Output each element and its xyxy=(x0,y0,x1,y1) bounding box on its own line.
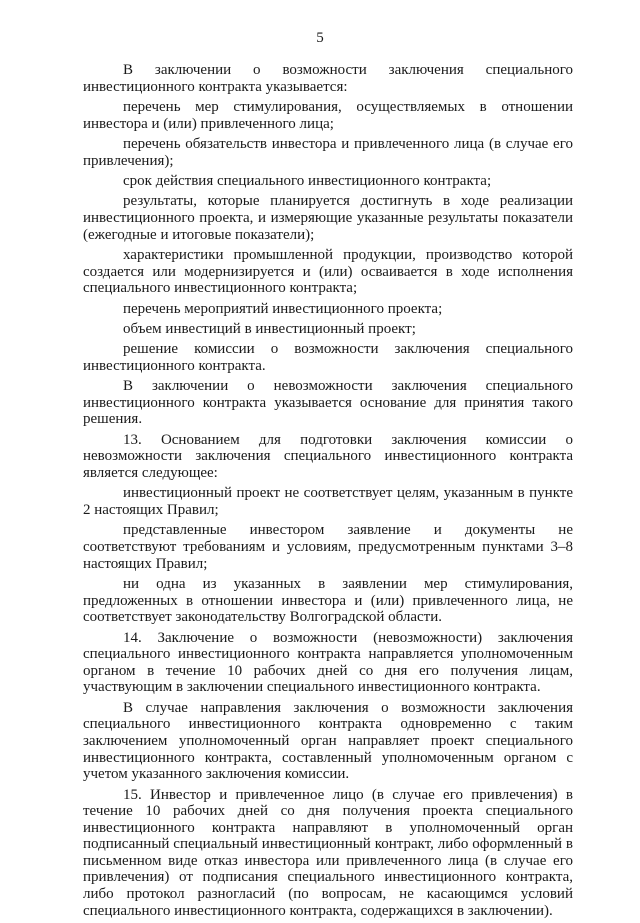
page-number: 5 xyxy=(316,30,324,46)
paragraph: 14. Заключение о возможности (невозможности) заключения специального инвестиционного контракта направляется уполномоченным органом в течение 10 рабочих дней со дня его получения лицам, участвующим в заключении специального инвестиционного контракта. xyxy=(83,629,573,696)
document-body xyxy=(83,62,573,923)
paragraph: срок действия специального инвестиционного контракта; xyxy=(123,172,492,189)
paragraph: ни одна из указанных в заявлении мер стимулирования, предложенных в отношении инвестора и (или) привлеченного лица, не соответствует законодательству Волгоградской области. xyxy=(83,575,573,626)
paragraph: В случае направления заключения о возможности заключения специального инвестиционного контракта одновременно с таким заключением уполномоченный орган направляет проект специального инвестиционного контракта, составленный уполномоченным органом с учетом указанного заключения комиссии. xyxy=(83,699,573,783)
paragraph: В заключении о невозможности заключения специального инвестиционного контракта указывается основание для принятия такого решения. xyxy=(83,378,573,428)
paragraph: перечень мер стимулирования, осуществляемых в отношении инвестора и (или) привлеченного лица; xyxy=(83,98,573,132)
paragraph: 15. Инвестор и привлеченное лицо (в случае его привлечения) в течение 10 рабочих дней со дня получения проекта специального инвестиционного контракта направляют в уполномоченный орган подписанный специальный инвестиционный контракт, либо оформленный в письменном виде отказ инвестора или привлеченного лица (в случае его привлечения) от подписания специального инвестиционного контракта, либо протокол разногласий (по вопросам, не касающимся условий специального инвестиционного контракта, содержащихся в заключении). xyxy=(83,786,573,919)
paragraph: результаты, которые планируется достигнуть в ходе реализации инвестиционного проекта, и измеряющие указанные результаты показатели (ежегодные и итоговые показатели); xyxy=(83,193,573,243)
paragraph: перечень обязательств инвестора и привлеченного лица (в случае его привлечения); xyxy=(83,135,573,169)
paragraph: перечень мероприятий инвестиционного проекта; xyxy=(123,300,443,317)
paragraph: объем инвестиций в инвестиционный проект; xyxy=(123,320,416,337)
paragraph: решение комиссии о возможности заключения специального инвестиционного контракта. xyxy=(83,341,573,374)
paragraph: 13. Основанием для подготовки заключения комиссии о невозможности заключения специального инвестиционного контракта является следующее: xyxy=(83,431,573,482)
paragraph: представленные инвестором заявление и документы не соответствуют требованиям и условиям, предусмотренным пунктами 3–8 настоящих Правил; xyxy=(83,522,573,572)
paragraph: инвестиционный проект не соответствует целям, указанным в пункте 2 настоящих Правил; xyxy=(83,485,573,519)
paragraph: характеристики промышленной продукции, производство которой создается или модернизируется и (или) осваивается в ходе исполнения специального инвестиционного контракта; xyxy=(83,246,573,297)
paragraph: В заключении о возможности заключения специального инвестиционного контракта указывается: xyxy=(83,62,573,95)
